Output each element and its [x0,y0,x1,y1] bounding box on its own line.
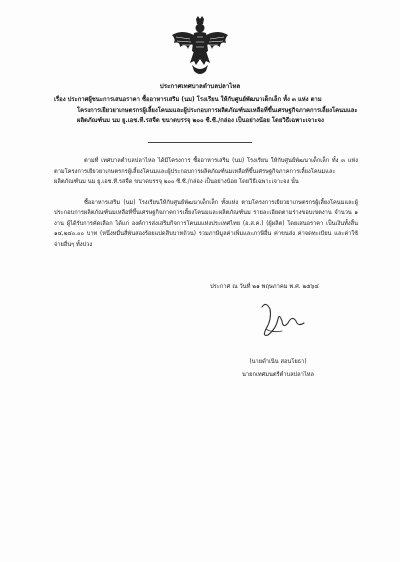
body-paragraph: ตามที่ เทศบาลตำบลปลาไหล ได้มีโครงการ ซื้ออาหารเสริม (นม) โรงเรียน ให้กับศูนย์พัฒนาเด็กเล็ก ทั้ง ๓ แห่ง ตามโครงการเยียวยาเกษตรกรผู้เลี้ยงโคนมและผู้ประกอบการผลิตภัณฑ์นมเหลือที่ขึ้นเศรษฐกิจภาคการเลี้ยงโคนมและผลิตภัณฑ์นม นม ยู.เอช.ที.รสจืด ขนาดบรรจุ ๒๐๐ ซี.ซี./กล่อง เป็นอย่างน้อย โดยวิธีเฉพาะเจาะจง นั้น [54,158,358,185]
body-paragraph: ซื้ออาหารเสริม (นม) โรงเรียนให้กับศูนย์พัฒนาเด็กเล็ก ทั้งแห่ง ตามโครงการเยียวยาเกษตรกรผู้เลี้ยงโคนมและผู้ประกอบการผลิตภัณฑ์นมเหลือที่ขึ้นเศรษฐกิจภาคการเลี้ยงโคนมและผลิตภัณฑ์นม รายละเอียดตามร่างขอบเขตงาน จำนวน ๑ งาน ผู้ได้รับการคัดเลือก ได้แก่ องค์การส่งเสริมกิจการโคนมแห่งประเทศไทย (อ.ส.ค.) (ผู้ผลิต) โดยเสนอราคา เป็นเงินทั้งสิ้น ๑๔,๒๔๐.๐๐ บาท (หนึ่งหมื่นสี่พันสองร้อยแปดสิบบาทถ้วน) รวมภาษีมูลค่าเพิ่มและภาษีอื่น ค่าขนส่ง ค่าจดทะเบียน และค่าใช้จ่ายอื่นๆ ทั้งปวง [54,199,358,248]
subject-line: โครงการเยียวยาเกษตรกรผู้เลี้ยงโคนมและผู้ประกอบการผลิตภัณฑ์นมเหลือที่ขึ้นเศรษฐกิจภาคการเลี้ยงโคนมและ [77,107,358,114]
body-text [54,156,358,250]
org-title: ประกาศเทศบาลตำบลปลาไหล [159,83,241,90]
subject-line: ผลิตภัณฑ์นม นม ยู.เอช.ที.รสจืด ขนาดบรรจุ ๒๐๐ ซี.ซี./กล่อง เป็นอย่างน้อย โดยวิธีเฉพาะเจาะจง [77,118,324,124]
signer-name: (นายดำเนิน สอนโยธา) [249,359,307,365]
subject-line: เรื่อง ประกาศผู้ชนะการเสนอราคา ซื้ออาหารเสริม (นม) โรงเรียน ให้กับศูนย์พัฒนาเด็กเล็ก ทั้ง ๓ แห่ง ตาม [54,97,322,103]
announcement-date: ประกาศ ณ วันที่ ๒๑ พฤษภาคม พ.ศ. ๒๕๖๔ [210,284,319,290]
signature-icon [252,299,322,344]
subject-block [54,95,358,127]
garuda-emblem-icon [170,15,230,77]
signer-position: นายกเทศมนตรีตำบลปลาไหล [242,372,314,378]
divider [148,142,252,143]
